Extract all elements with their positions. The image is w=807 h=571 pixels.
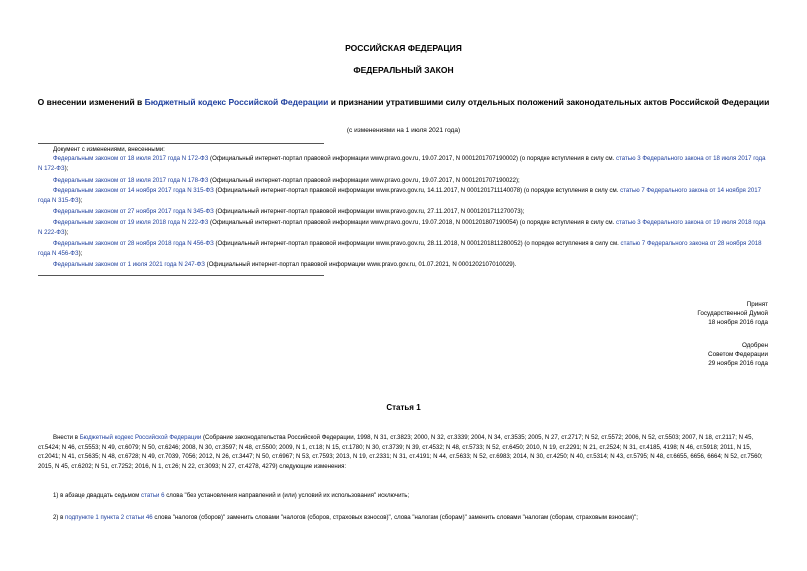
- budget-code-link[interactable]: Бюджетный кодекс Российской Федерации: [79, 434, 202, 441]
- amendment-end: );: [78, 249, 83, 257]
- amendment-text: (Официальный интернет-портал правовой информации www.pravo.gov.ru, 01.07.2021, N 0001202107010029).: [204, 261, 517, 268]
- item1-prefix: 1) в абзаце двадцать седьмом: [53, 492, 142, 499]
- amendment-law-link[interactable]: Федеральным законом от 28 ноября 2018 года N 456-ФЗ: [53, 240, 214, 247]
- amendment-text: (Официальный интернет-портал правовой информации www.pravo.gov.ru, 27.11.2017, N 0001201711270073);: [213, 208, 525, 215]
- document-title: [30, 97, 777, 108]
- amendment-text: (Официальный интернет-портал правовой информации www.pravo.gov.ru, 28.11.2018, N 0001201811280052) (о порядке вступления в силу см.: [213, 240, 621, 247]
- amendment-item: [38, 239, 771, 258]
- divider-top: [38, 143, 324, 144]
- article-46-link[interactable]: подпункте 1 пункта 2 статьи 46: [65, 514, 153, 521]
- title-suffix: и признании утратившими силу отдельных положений законодательных актов Российской Федерации: [328, 97, 770, 107]
- article-6-link[interactable]: статьи 6: [141, 492, 165, 499]
- budget-code-title-link[interactable]: Бюджетный кодекс Российской Федерации: [144, 97, 329, 107]
- divider-bottom: [38, 275, 324, 276]
- amendment-text: (Официальный интернет-портал правовой информации www.pravo.gov.ru, 19.07.2017, N 0001201707190022);: [208, 177, 520, 184]
- revision-note: (с изменениями на 1 июля 2021 года): [346, 127, 461, 134]
- amendment-text: (Официальный интернет-портал правовой информации www.pravo.gov.ru, 14.11.2017, N 0001201711140078) (о порядке вступления в силу см.: [213, 187, 621, 194]
- amendment-article-link[interactable]: статью 7 Федерального закона от 28 ноября 2018 года N 456-ФЗ: [38, 240, 762, 257]
- adopted-body: Государственной Думой: [697, 310, 768, 317]
- amendment-end: );: [64, 228, 69, 236]
- amendment-article-link[interactable]: статью 3 Федерального закона от 19 июля 2018 года N 222-ФЗ: [38, 219, 766, 236]
- amendment-item: [38, 154, 771, 173]
- amendment-item: [38, 207, 771, 217]
- law-type-heading: ФЕДЕРАЛЬНЫЙ ЗАКОН: [353, 65, 454, 75]
- amendment-law-link[interactable]: Федеральным законом от 1 июля 2021 года N 247-ФЗ: [53, 261, 205, 268]
- country-heading: РОССИЙСКАЯ ФЕДЕРАЦИЯ: [345, 43, 462, 53]
- amendment-end: );: [78, 196, 83, 204]
- article-heading: Статья 1: [386, 403, 421, 412]
- amendment-article-link[interactable]: статью 7 Федерального закона от 14 ноября 2017 года N 315-ФЗ: [38, 187, 762, 204]
- amendment-law-link[interactable]: Федеральным законом от 14 ноября 2017 года N 315-ФЗ: [53, 187, 214, 194]
- title-prefix: О внесении изменений в: [37, 97, 145, 107]
- amendment-law-link[interactable]: Федеральным законом от 19 июля 2018 года N 222-ФЗ: [53, 219, 209, 226]
- amendment-item: [38, 186, 771, 205]
- article-item-1: [53, 491, 409, 501]
- amendment-law-link[interactable]: Федеральным законом от 18 июля 2017 года N 178-ФЗ: [53, 177, 209, 184]
- amendment-article-link[interactable]: статью 3 Федерального закона от 18 июля 2017 года N 172-ФЗ: [38, 155, 766, 172]
- approved-block: [708, 341, 768, 368]
- amendment-end: );: [64, 164, 69, 172]
- amendment-text: (Официальный интернет-портал правовой информации www.pravo.gov.ru, 19.07.2018, N 0001201807190054) (о порядке вступления в силу см.: [208, 219, 616, 226]
- item2-text: слова "налогов (сборов)" заменить словами "налогов (сборов, страховых взносов)", слова "налогам (сборам)" заменить словами "налогам (сборам, страховым взносам)";: [152, 514, 638, 521]
- amendment-item: [38, 218, 771, 237]
- article-intro: [38, 433, 771, 471]
- amendment-item: [38, 176, 771, 186]
- approved-line: Одобрен: [741, 342, 768, 349]
- amendment-item: [38, 260, 771, 270]
- item1-text: слова "без установления направлений и (или) условий их использования" исключить;: [164, 492, 410, 499]
- article-intro-text: (Собрание законодательства Российской Федерации, 1998, N 31, ст.3823; 2000, N 32, ст.3339; 2004, N 34, ст.3535; 2005, N 27, ст.2717; N 52, ст.5572; 2006, N 52, ст.5503; 2007, N 18, ст.2117; N 45, ст.5424; N 46, ст.5553; N 49, ст.6079; N 50, ст.6246; 2008, N 30, ст.3597; N 48, ст.5500; 2009, N 1, ст.18; N 15, ст.1780; N 30, ст.3739; N 39, ст.4532; N 48, ст.5733; N 52, ст.6450; 2010, N 19, ст.2291; N 21, ст.2524; N 31, ст.4185, 4198; N 46, ст.5918; 2011, N 15, ст.2041; N 41, ст.5635; N 48, ст.6728; N 49, ст.7039, 7056; 2012, N 26, ст.3447; N 50, ст.6967; N 53, ст.7593; 2013, N 19, ст.2331; N 31, ст.4191; N 44, ст.5633; N 52, ст.6983; 2014, N 30, ст.4250; N 40, ст.5314; N 43, ст.5795; N 48, ст.6655, 6656, 6664; N 52, ст.7560; 2015, N 45, ст.6202; N 51, ст.7252; 2016, N 1, ст.26; N 22, ст.3093; N 27, ст.4278, 4279) следующие изменения:: [38, 434, 763, 470]
- item2-prefix: 2) в: [53, 514, 66, 521]
- adopted-block: [697, 300, 768, 327]
- adopted-line: Принят: [746, 301, 768, 308]
- approved-body: Советом Федерации: [708, 351, 768, 358]
- adopted-date: 18 ноября 2016 года: [708, 319, 768, 326]
- amendment-text: (Официальный интернет-портал правовой информации www.pravo.gov.ru, 19.07.2017, N 0001201707190002) (о порядке вступления в силу см.: [208, 155, 616, 162]
- approved-date: 29 ноября 2016 года: [708, 360, 768, 367]
- amendment-law-link[interactable]: Федеральным законом от 18 июля 2017 года N 172-ФЗ: [53, 155, 209, 162]
- article-intro-prefix: Внести в: [53, 434, 80, 441]
- amendments-intro: Документ с изменениями, внесенными:: [53, 146, 165, 153]
- article-item-2: [53, 513, 638, 523]
- amendment-law-link[interactable]: Федеральным законом от 27 ноября 2017 года N 345-ФЗ: [53, 208, 214, 215]
